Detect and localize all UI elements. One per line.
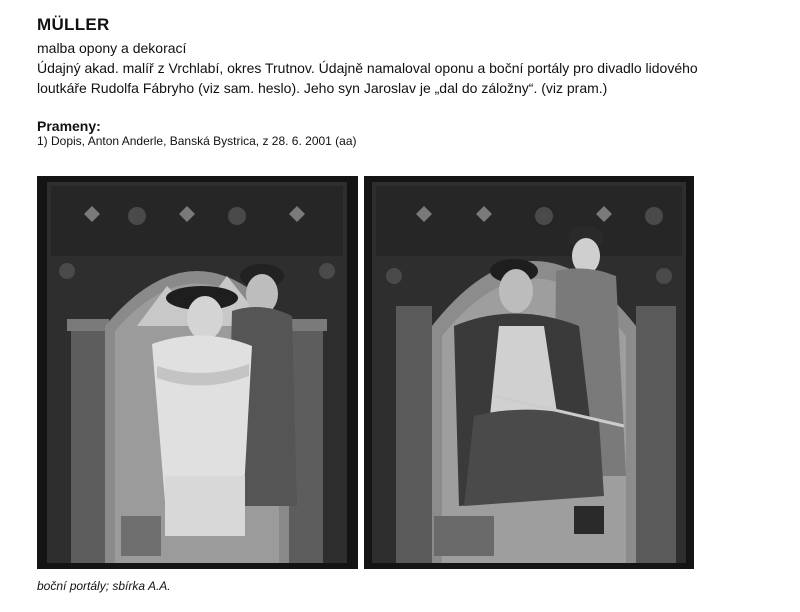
entry-title: MÜLLER [37,15,110,34]
photo-right-portal [364,176,694,569]
photo-caption: boční portály; sbírka A.A. [37,579,171,593]
painted-portal-image [37,176,358,569]
entry-subtitle: malba opony a dekorací [37,40,187,56]
description-line: Údajný akad. malíř z Vrchlabí, okres Trutnov. Údajně namaloval oponu a boční portály pro divadlo lidového [37,60,698,76]
description-line: loutkáře Rudolfa Fábryho (viz sam. heslo). Jeho syn Jaroslav je „dal do záložny“. (viz pram.) [37,80,608,96]
sources-heading: Prameny: [37,118,101,134]
entry-description [37,58,797,98]
painted-portal-image [364,176,694,569]
source-item: 1) Dopis, Anton Anderle, Banská Bystrica, z 28. 6. 2001 (aa) [37,134,357,148]
photo-left-portal [37,176,358,569]
